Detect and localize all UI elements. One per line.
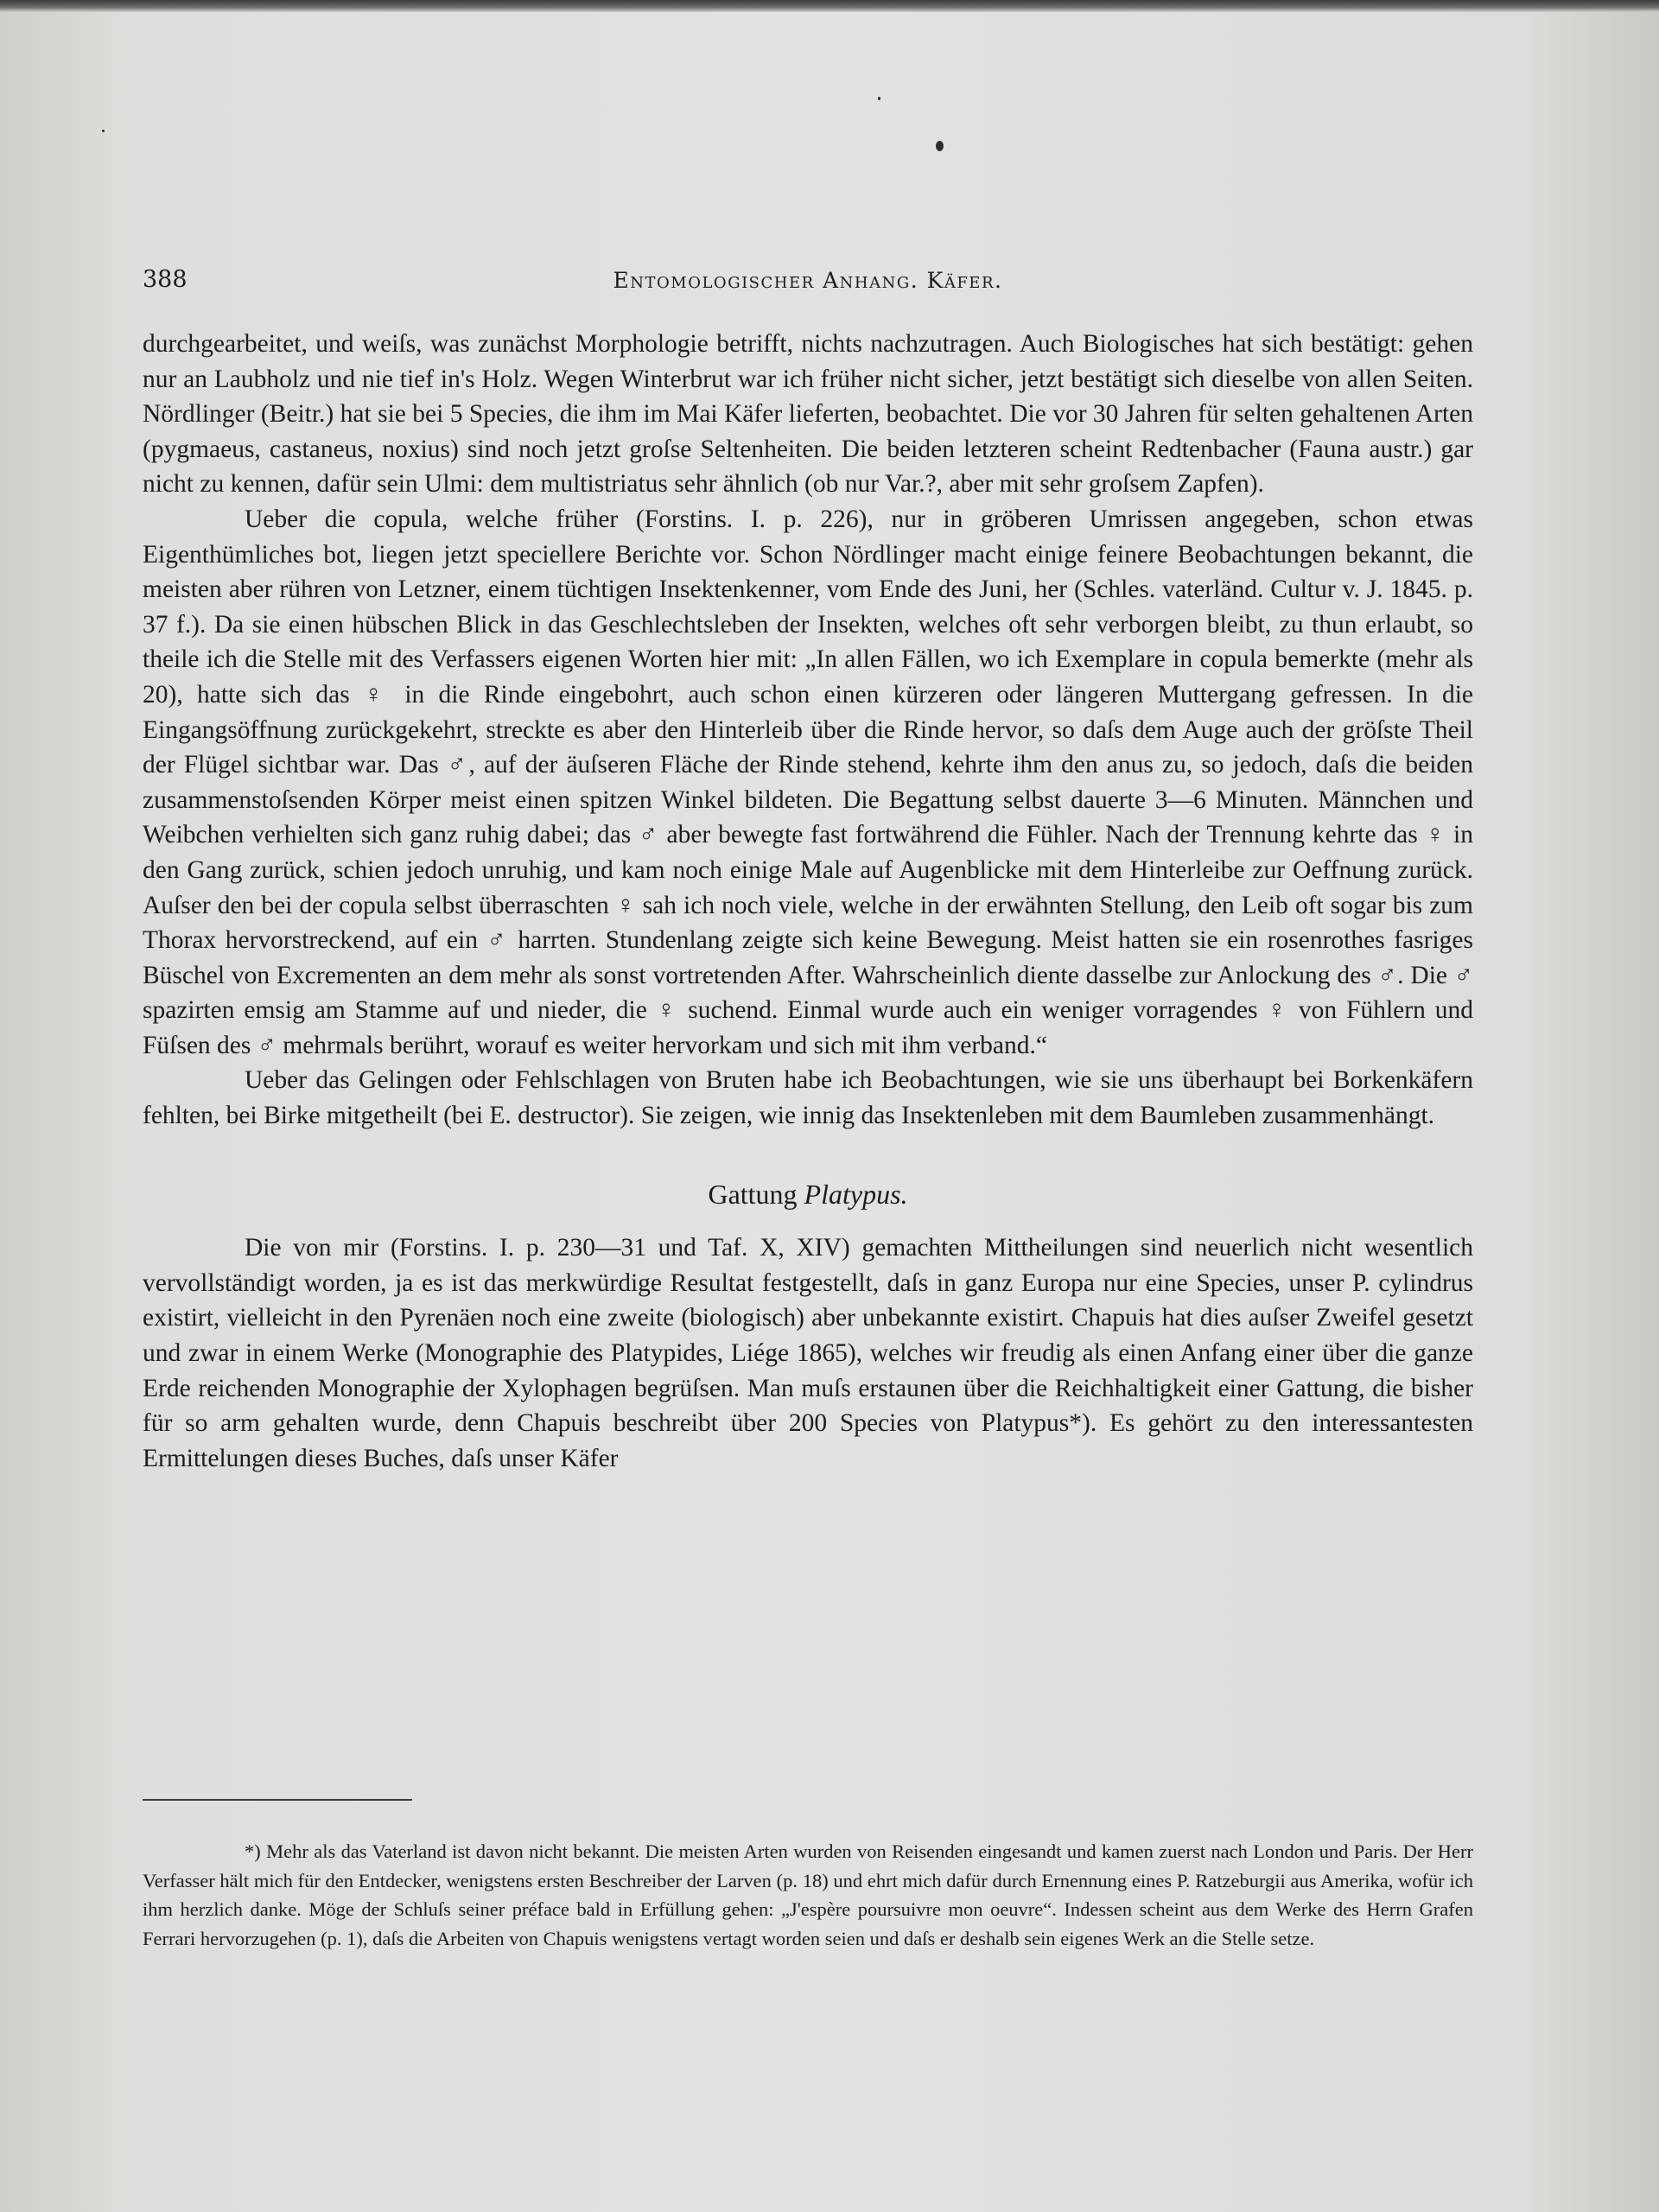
ink-speck [878,97,880,100]
footnote-separator [143,1799,412,1801]
footnote [143,1837,1473,1953]
main-text [143,327,1473,1476]
paragraph: Die von mir (Forstins. I. p. 230—31 und Taf. X, XIV) gemachten Mittheilungen sind neuerlich nicht wesentlich vervollständigt worden, ja es ist das merkwürdige Resultat festgestellt, daſs in ganz Europa nur eine Species, unser P. cylindrus existirt, vielleicht in den Pyrenäen noch eine zweite (biologisch) aber unbekannte existirt. Chapuis hat dies auſser Zweifel gesetzt und zwar in einem Werke (Monographie des Platypides, Liége 1865), welches wir freudig als einen Anfang einer über die ganze Erde reichenden Monographie der Xylophagen begrüſsen. Man muſs erstaunen über die Reichhaltigkeit einer Gattung, die bisher für so arm gehalten wurde, denn Chapuis beschreibt über 200 Species von Platypus*). Es gehört zu den interessantesten Ermittelungen dieses Buches, daſs unser Käfer [143,1234,1473,1472]
section-heading [143,1177,1473,1212]
page-header [143,266,1473,301]
page-number: 388 [143,266,188,293]
section-heading-genus: Platypus. [804,1178,908,1210]
paragraph: durchgearbeitet, und weiſs, was zunächst Morphologie betrifft, nichts nachzutragen. Auch Biologisches hat sich bestätigt: gehen nur an Laubholz und nie tief in's Holz. Wegen Winterbrut war ich früher nicht sicher, jetzt bestätigt sich dieselbe von allen Seiten. Nördlinger (Beitr.) hat sie bei 5 Species, die ihm im Mai Käfer lieferten, beobachtet. Die vor 30 Jahren für selten gehaltenen Arten (pygmaeus, castaneus, noxius) sind noch jetzt groſse Seltenheiten. Die beiden letzteren scheint Redtenbacher (Fauna austr.) gar nicht zu kennen, dafür sein Ulmi: dem multistriatus sehr ähnlich (ob nur Var.?, aber mit sehr groſsem Zapfen). [143,330,1473,499]
section-heading-prefix: Gattung [708,1178,798,1210]
page-top-edge [0,0,1659,12]
paragraph: Ueber das Gelingen oder Fehlschlagen von Bruten habe ich Beobachtungen, wie sie uns überhaupt bei Borkenkäfern fehlten, bei Birke mitgetheilt (bei E. destructor). Sie zeigen, wie innig das Insektenleben mit dem Baumleben zusammenhängt. [143,1066,1473,1130]
running-head: Entomologischer Anhang. Käfer. [613,268,1003,293]
ink-speck [936,141,944,151]
paragraph: Ueber die copula, welche früher (Forstins. I. p. 226), nur in gröberen Umrissen angegeben, schon etwas Eigenthümliches bot, liegen jetzt speciellere Berichte vor. Schon Nördlinger macht einige feinere Beobachtungen bekannt, die meisten aber rühren von Letzner, einem tüchtigen Insektenkenner, vom Ende des Juni, her (Schles. vaterländ. Cultur v. J. 1845. p. 37 f.). Da sie einen hübschen Blick in das Geschlechtsleben der Insekten, welches oft sehr verborgen bleibt, zu thun erlaubt, so theile ich die Stelle mit des Verfassers eigenen Worten hier mit: „In allen Fällen, wo ich Exemplare in copula bemerkte (mehr als 20), hatte sich das ♀ in die Rinde eingebohrt, auch schon einen kürzeren oder längeren Muttergang gefressen. In die Eingangsöffnung zurückgekehrt, streckte es aber den Hinterleib über die Rinde hervor, so daſs dem Auge auch der gröſste Theil der Flügel sichtbar war. Das ♂, auf der äuſseren Fläche der Rinde stehend, kehrte ihm den anus zu, so jedoch, daſs die beiden zusammenstoſsenden Körper meist einen spitzen Winkel bildeten. Die Begattung selbst dauerte 3—6 Minuten. Männchen und Weibchen verhielten sich ganz ruhig dabei; das ♂ aber bewegte fast fortwährend die Fühler. Nach der Trennung kehrte das ♀ in den Gang zurück, schien jedoch unruhig, und kam noch einige Male auf Augenblicke mit dem Hinterleibe zur Oeffnung zurück. Auſser den bei der copula selbst überraschten ♀ sah ich noch viele, welche in der erwähnten Stellung, den Leib oft sogar bis zum Thorax hervorstreckend, auf ein ♂ harrten. Stundenlang zeigte sich keine Bewegung. Meist hatten sie ein rosenrothes fasriges Büschel von Excrementen an dem mehr als sonst vortretenden After. Wahrscheinlich diente dasselbe zur Anlockung des ♂. Die ♂ spazirten emsig am Stamme auf und nieder, die ♀ suchend. Einmal wurde auch ein weniger vorragendes ♀ von Fühlern und Füſsen des ♂ mehrmals berührt, worauf es weiter hervorkam und sich mit ihm verband.“ [143,505,1473,1059]
ink-speck [102,130,105,132]
footnote-text: *) Mehr als das Vaterland ist davon nicht bekannt. Die meisten Arten wurden von Reisenden eingesandt und kamen zuerst nach London und Paris. Der Herr Verfasser hält mich für den Entdecker, wenigstens ersten Beschreiber der Larven (p. 18) und ehrt mich dafür durch Ernennung eines P. Ratzeburgii aus Amerika, wofür ich ihm herzlich danke. Möge der Schluſs seiner préface bald in Erfüllung gehen: „J'espère poursuivre mon oeuvre“. Indessen scheint aus dem Werke des Herrn Grafen Ferrari hervorzugehen (p. 1), daſs die Arbeiten von Chapuis wenigstens vertagt worden seien und daſs er deshalb sein eigenes Werk an die Stelle setze. [143,1840,1473,1949]
